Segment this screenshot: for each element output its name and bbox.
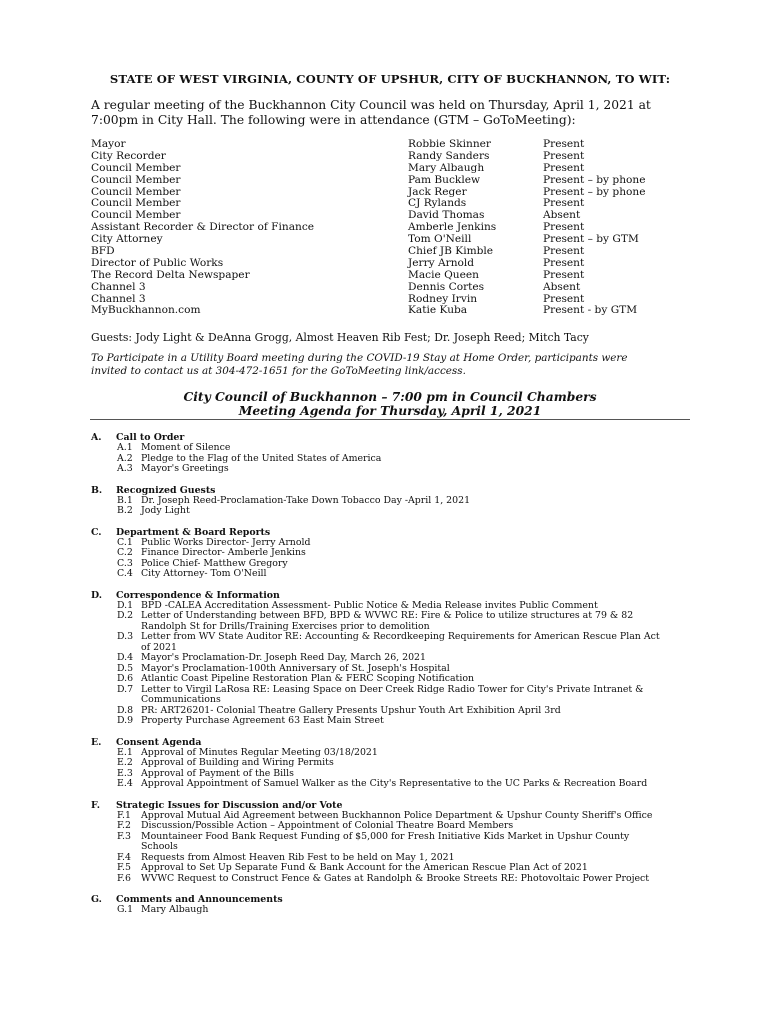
attendance-status: Present [543, 197, 585, 210]
agenda-section [0, 590, 770, 727]
attendance-status: Present - by GTM [543, 304, 638, 317]
agenda-item-text: Approval of Payment of the Bills [141, 767, 294, 779]
agenda-item-text: Mountaineer Food Bank Request Funding of $5,000 for Fresh Initiative Kids Market in Upshur County Schools [141, 830, 630, 852]
attendance-role: Mayor [91, 138, 126, 150]
agenda-title [90, 390, 690, 417]
agenda-item [0, 832, 661, 853]
attendance-name: Mary Albaugh [408, 161, 485, 174]
agenda-item-text: Approval to Set Up Separate Fund & Bank Account for the American Rescue Plan Act of 2021 [141, 862, 588, 873]
document-heading: STATE OF WEST VIRGINIA, COUNTY OF UPSHUR, CITY OF BUCKHANNON, TO WIT: [109, 72, 671, 86]
agenda-item [0, 674, 661, 685]
agenda-section-title: Department & Board Reports [116, 526, 271, 538]
agenda-section-heading [0, 737, 770, 748]
agenda-item [0, 653, 661, 664]
agenda-item-code: D.7 [117, 683, 134, 695]
agenda-item-code: D.5 [117, 662, 134, 674]
agenda-item-text: BPD -CALEA Accreditation Assessment- Public Notice & Media Release invites Public Comment [141, 599, 598, 611]
agenda-item-text: City Attorney- Tom O'Neill [141, 568, 267, 579]
attendance-row [91, 198, 691, 210]
agenda-section [0, 432, 770, 475]
agenda-item-text: Letter of Understanding between BFD, BPD & WVWC RE: Fire & Police to utilize structures at 79 & 82 Randolph St for Drills/Training Exercises prior to demolition [141, 610, 634, 632]
agenda-item-text: Property Purchase Agreement 63 East Main Street [141, 715, 384, 726]
attendance-role: Director of Public Works [91, 256, 224, 269]
agenda-item-text: Approval Appointment of Samuel Walker as the City's Representative to the UC Parks & Recreation Board [141, 778, 648, 789]
agenda-item [0, 454, 661, 465]
attendance-name: Randy Sanders [408, 149, 490, 162]
attendance-status: Present – by phone [543, 185, 646, 198]
attendance-role: Council Member [91, 197, 181, 210]
agenda-item-text: Mayor's Greetings [141, 463, 229, 474]
attendance-status: Present – by GTM [543, 233, 639, 246]
participation-notice: To Participate in a Utility Board meeting during the COVID-19 Stay at Home Order, participants were invited to contact us at 304-472-1651 for the GoToMeeting link/access. [91, 352, 628, 377]
agenda-section-letter: A. [91, 432, 102, 443]
attendance-list [91, 139, 691, 317]
attendance-role: Council Member [91, 161, 181, 174]
agenda-section [0, 527, 770, 580]
attendance-name: Jerry Arnold [408, 256, 475, 269]
agenda-item-code: E.2 [117, 757, 133, 768]
agenda-title-line-1: City Council of Buckhannon – 7:00 pm in Council Chambers [183, 389, 597, 404]
attendance-name: Macie Queen [408, 268, 479, 281]
agenda-section-title: Recognized Guests [116, 484, 216, 496]
agenda-item-text: Police Chief- Matthew Gregory [141, 557, 288, 569]
agenda-item-code: E.3 [117, 767, 133, 779]
attendance-status: Present [543, 268, 585, 281]
agenda-section-letter: D. [91, 589, 103, 601]
agenda-section-title: Correspondence & Information [116, 589, 280, 601]
agenda-section-title: Call to Order [116, 432, 185, 443]
agenda-item [0, 758, 661, 769]
agenda-item-text: WVWC Request to Construct Fence & Gates at Randolph & Brooke Streets RE: Photovoltaic Power Project [141, 872, 650, 884]
agenda-item [0, 685, 661, 706]
attendance-role: Channel 3 [91, 292, 146, 305]
attendance-row [91, 139, 691, 151]
agenda-item-text: Mary Albaugh [141, 904, 209, 915]
attendance-name: Pam Bucklew [408, 173, 481, 186]
attendance-name: Dennis Cortes [408, 280, 485, 293]
attendance-role: City Recorder [91, 149, 166, 162]
agenda-section-letter: B. [91, 484, 103, 496]
agenda-item-code: C.2 [117, 547, 133, 558]
attendance-name: Robbie Skinner [408, 138, 491, 150]
agenda-item [0, 874, 661, 885]
attendance-status: Absent [543, 209, 581, 222]
attendance-name: Jack Reger [408, 185, 467, 198]
agenda-section-heading [0, 590, 770, 601]
agenda-item-text: Public Works Director- Jerry Arnold [141, 536, 311, 548]
agenda-item-code: D.2 [117, 610, 134, 621]
agenda-item-code: E.1 [117, 746, 133, 758]
agenda-section [0, 800, 770, 885]
agenda-section-heading [0, 800, 770, 811]
agenda-item-text: Mayor's Proclamation-100th Anniversary of St. Joseph's Hospital [141, 662, 450, 674]
agenda-section [0, 485, 770, 517]
attendance-row [91, 163, 691, 175]
agenda-item-code: G.1 [117, 904, 134, 915]
agenda-item [0, 496, 661, 507]
agenda-item-text: Letter from WV State Auditor RE: Accounting & Recordkeeping Requirements for American Rescue Plan Act of 2021 [141, 631, 660, 653]
agenda-item-text: Finance Director- Amberle Jenkins [141, 547, 306, 558]
agenda-item [0, 538, 661, 549]
agenda-item-code: F.4 [117, 851, 131, 863]
attendance-status: Present [543, 245, 585, 258]
agenda-item-code: B.2 [117, 505, 133, 516]
attendance-name: David Thomas [408, 209, 485, 222]
agenda-item-code: F.3 [117, 830, 131, 842]
agenda-section-letter: G. [91, 894, 102, 905]
attendance-role: Council Member [91, 209, 181, 222]
agenda-item-code: A.1 [117, 442, 133, 453]
attendance-role: Channel 3 [91, 280, 146, 293]
agenda-divider [90, 419, 690, 420]
agenda-item-text: Jody Light [141, 505, 190, 516]
agenda-item [0, 464, 661, 475]
agenda-section-letter: C. [91, 526, 102, 538]
attendance-row [91, 270, 691, 282]
agenda-item [0, 611, 661, 632]
agenda-item [0, 905, 661, 916]
agenda-item [0, 716, 661, 727]
agenda-section-title: Consent Agenda [116, 736, 202, 748]
attendance-role: MyBuckhannon.com [91, 304, 201, 317]
agenda-list [0, 432, 770, 926]
agenda-item-code: B.1 [117, 494, 133, 506]
attendance-name: Tom O'Neill [408, 233, 472, 246]
agenda-item-code: A.3 [117, 463, 133, 474]
agenda-item-text: Requests from Almost Heaven Rib Fest to be held on May 1, 2021 [141, 851, 455, 863]
attendance-status: Present [543, 256, 585, 269]
attendance-row [91, 175, 691, 187]
agenda-item-text: Letter to Virgil LaRosa RE: Leasing Space on Deer Creek Ridge Radio Tower for City's Private Intranet & Communications [141, 683, 644, 705]
agenda-item-text: Pledge to the Flag of the United States of America [141, 452, 382, 464]
agenda-item [0, 779, 661, 790]
agenda-item-code: D.3 [117, 631, 134, 642]
agenda-item-text: Approval of Minutes Regular Meeting 03/18/2021 [141, 746, 378, 758]
agenda-section-letter: F. [91, 799, 100, 811]
agenda-item-text: Dr. Joseph Reed-Proclamation-Take Down Tobacco Day -April 1, 2021 [141, 494, 471, 506]
attendance-name: Chief JB Kimble [408, 245, 494, 258]
agenda-section-title: Strategic Issues for Discussion and/or Vote [116, 799, 343, 811]
agenda-item-code: F.1 [117, 809, 131, 821]
agenda-item [0, 569, 661, 580]
agenda-item-text: Moment of Silence [141, 442, 231, 453]
attendance-row [91, 234, 691, 246]
agenda-item [0, 548, 661, 559]
agenda-item-text: Mayor's Proclamation-Dr. Joseph Reed Day, March 26, 2021 [141, 652, 426, 663]
agenda-section-heading [0, 527, 770, 538]
agenda-item-text: Approval Mutual Aid Agreement between Buckhannon Police Department & Upshur County Sheriff's Office [141, 809, 653, 821]
agenda-item [0, 559, 661, 570]
agenda-item-code: D.9 [117, 715, 134, 726]
agenda-section-letter: E. [91, 736, 102, 748]
agenda-item-code: F.2 [117, 820, 131, 831]
attendance-row [91, 187, 691, 199]
agenda-item-code: F.5 [117, 862, 131, 873]
attendance-status: Present [543, 161, 585, 174]
agenda-item-code: F.6 [117, 872, 131, 884]
agenda-item-code: D.8 [117, 704, 134, 716]
attendance-role: The Record Delta Newspaper [91, 268, 250, 281]
agenda-item [0, 506, 661, 517]
intro-paragraph: A regular meeting of the Buckhannon City Council was held on Thursday, April 1, 2021 at 7:00pm in City Hall. The following were in attendance (GTM – GoToMeeting): [91, 98, 651, 127]
agenda-item-text: PR: ART26201- Colonial Theatre Gallery Presents Upshur Youth Art Exhibition April 3rd [141, 704, 561, 716]
agenda-item [0, 632, 661, 653]
agenda-item [0, 443, 661, 454]
agenda-section-heading [0, 894, 770, 905]
attendance-name: CJ Rylands [408, 197, 467, 210]
agenda-title-line-2: Meeting Agenda for Thursday, April 1, 2021 [238, 402, 542, 418]
agenda-item-text: Approval of Building and Wiring Permits [141, 757, 334, 768]
attendance-role: BFD [91, 245, 115, 258]
agenda-item-code: C.1 [117, 536, 133, 548]
attendance-role: Council Member [91, 173, 181, 186]
guests-line: Guests: Jody Light & DeAnna Grogg, Almost Heaven Rib Fest; Dr. Joseph Reed; Mitch Tacy [91, 331, 589, 344]
attendance-status: Present – by phone [543, 173, 646, 186]
agenda-item-text: Atlantic Coast Pipeline Restoration Plan & FERC Scoping Notification [141, 673, 474, 684]
agenda-item-code: D.4 [117, 652, 134, 663]
agenda-section-title: Comments and Announcements [116, 894, 283, 905]
agenda-item-code: C.3 [117, 557, 133, 569]
attendance-name: Rodney Irvin [408, 292, 478, 305]
agenda-item-code: E.4 [117, 778, 133, 789]
attendance-status: Present [543, 138, 585, 150]
attendance-role: Assistant Recorder & Director of Finance [91, 221, 315, 234]
agenda-item [0, 863, 661, 874]
agenda-item-text: Discussion/Possible Action – Appointment of Colonial Theatre Board Members [141, 820, 514, 831]
attendance-row [91, 282, 691, 294]
attendance-row [91, 151, 691, 163]
agenda-item-code: C.4 [117, 568, 133, 579]
attendance-name: Amberle Jenkins [408, 221, 497, 234]
attendance-status: Present [543, 292, 585, 305]
attendance-role: City Attorney [91, 233, 163, 246]
agenda-section [0, 737, 770, 790]
agenda-item-code: A.2 [117, 452, 133, 464]
attendance-role: Council Member [91, 185, 181, 198]
agenda-item-code: D.1 [117, 599, 134, 611]
agenda-section-heading [0, 432, 770, 443]
agenda-item [0, 821, 661, 832]
agenda-section [0, 894, 770, 916]
attendance-status: Absent [543, 280, 581, 293]
agenda-section-heading [0, 485, 770, 496]
attendance-name: Katie Kuba [408, 304, 468, 317]
attendance-status: Present [543, 149, 585, 162]
attendance-status: Present [543, 221, 585, 234]
attendance-row [91, 305, 691, 317]
attendance-row [91, 258, 691, 270]
agenda-item-code: D.6 [117, 673, 134, 684]
